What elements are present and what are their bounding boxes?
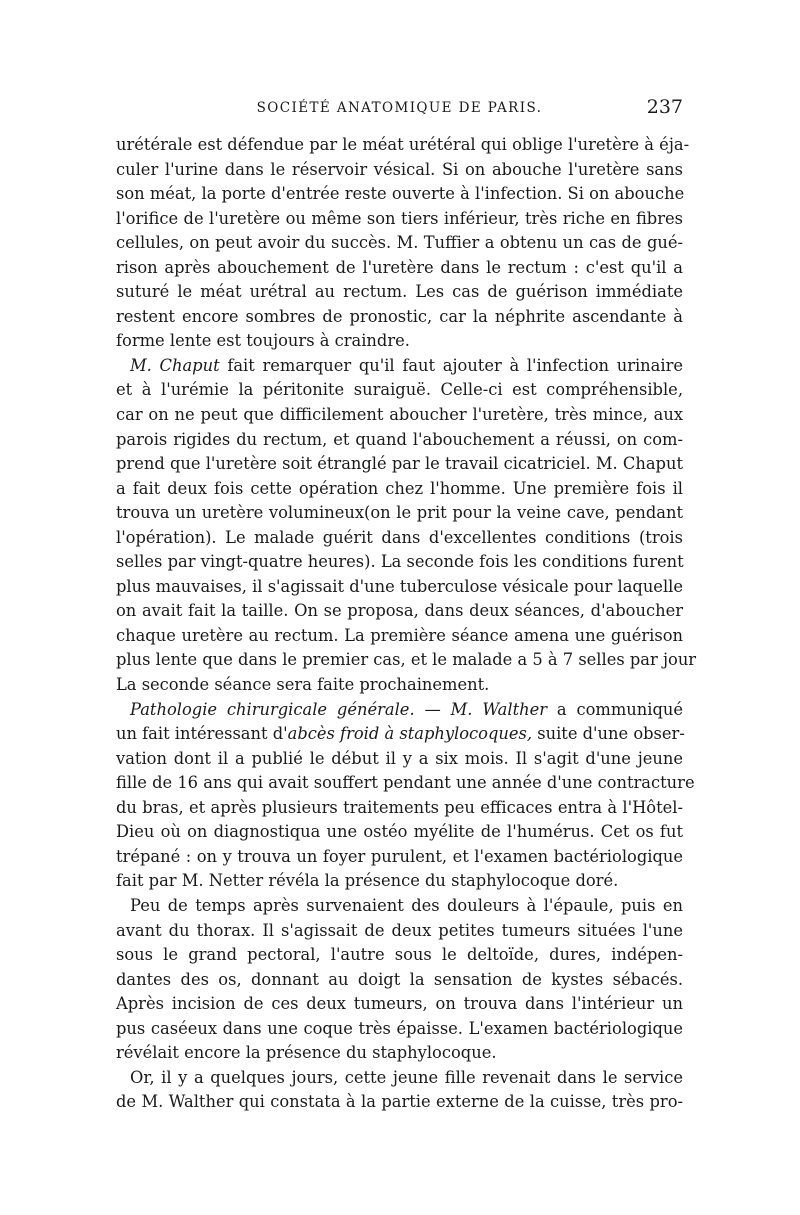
text-line: sous le grand pectoral, l'autre sous le deltoïde, dures, indépen- [116,945,683,965]
text-line: chaque uretère au rectum. La première séance amena une guérison [116,625,683,645]
text-line: prend que l'uretère soit étranglé par le travail cicatriciel. M. Chaput [116,454,683,474]
page-number: 237 [646,96,683,118]
text-line: révélait encore la présence du staphylocoque. [116,1043,497,1063]
text-line: l'orifice de l'uretère ou même son tiers inférieur, très riche en fibres [116,208,683,228]
text-span: un fait intéressant d' [116,724,288,744]
text-line: pus caséeux dans une coque très épaisse. L'examen bactériologique [116,1018,683,1038]
text-span: a communiqué [547,699,683,719]
text-line: dantes des os, donnant au doigt la sensation de kystes sébacés. [116,969,683,989]
text-line: plus mauvaises, il s'agissait d'une tuberculose vésicale pour laquelle [116,576,683,596]
text-line: culer l'urine dans le réservoir vésical. Si on abouche l'uretère sans [116,159,683,179]
text-line: Après incision de ces deux tumeurs, on trouva dans l'intérieur un [116,994,683,1014]
text-line: plus lente que dans le premier cas, et le malade a 5 à 7 selles par jour [116,650,697,670]
text-line: La seconde séance sera faite prochainement. [116,675,490,695]
text-line: forme lente est toujours à craindre. [116,331,410,351]
body-text [116,133,697,1115]
text-line: Or, il y a quelques jours, cette jeune fille revenait dans le service [130,1067,683,1087]
text-line: urétérale est défendue par le méat urétéral qui oblige l'uretère à éja- [116,135,690,154]
text-line: avant du thorax. Il s'agissait de deux petites tumeurs situées l'une [116,920,683,940]
text-line: l'opération). Le malade guérit dans d'excellentes conditions (trois [116,527,683,547]
italic-span: Pathologie chirurgicale générale. — M. Walther [130,699,548,719]
text-line: de M. Walther qui constata à la partie externe de la cuisse, très pro- [116,1092,683,1112]
text-line: Dieu où on diagnostiqua une ostéo myélite de l'humérus. Cet os fut [116,822,683,842]
text-line: restent encore sombres de pronostic, car la néphrite ascendante à [116,306,683,326]
page-header [116,96,683,124]
text-line: rison après abouchement de l'uretère dans le rectum : c'est qu'il a [116,257,683,277]
text-line: Peu de temps après survenaient des douleurs à l'épaule, puis en [130,895,683,915]
text-line: et à l'urémie la péritonite suraiguë. Celle-ci est compréhensible, [116,380,683,400]
text-span: fait remarquer qu'il faut ajouter à l'infection urinaire [219,355,683,375]
text-line [116,722,683,747]
text-line: a fait deux fois cette opération chez l'homme. Une première fois il [116,478,683,498]
text-line: suturé le méat urétral au rectum. Les cas de guérison immédiate [116,282,683,302]
text-line: fait par M. Netter révéla la présence du staphylocoque doré. [116,871,619,891]
text-line: on avait fait la taille. On se proposa, dans deux séances, d'aboucher [116,601,683,621]
text-line: du bras, et après plusieurs traitements peu efficaces entra à l'Hôtel- [116,797,683,817]
text-line [116,354,683,379]
text-line: vation dont il a publié le début il y a six mois. Il s'agit d'une jeune [116,748,683,768]
italic-span: M. Chaput [130,355,220,375]
running-title: SOCIÉTÉ ANATOMIQUE DE PARIS. [256,100,543,116]
text-line: cellules, on peut avoir du succès. M. Tuffier a obtenu un cas de gué- [116,233,683,253]
text-line: son méat, la porte d'entrée reste ouverte à l'infection. Si on abouche [116,184,685,204]
text-line: trépané : on y trouva un foyer purulent, et l'examen bactériologique [116,846,683,866]
text-line: selles par vingt-quatre heures). La seconde fois les conditions furent [116,552,684,572]
text-line: car on ne peut que difficilement aboucher l'uretère, très mince, aux [116,405,683,425]
text-line: trouva un uretère volumineux(on le prit pour la veine cave, pendant [116,503,683,523]
text-line [116,698,683,723]
text-line: fille de 16 ans qui avait souffert pendant une année d'une contracture [116,773,695,793]
italic-span: abcès froid à staphylocoques, [287,724,533,744]
text-line: parois rigides du rectum, et quand l'abouchement a réussi, on com- [116,429,683,449]
text-span: suite d'une obser- [532,724,685,744]
